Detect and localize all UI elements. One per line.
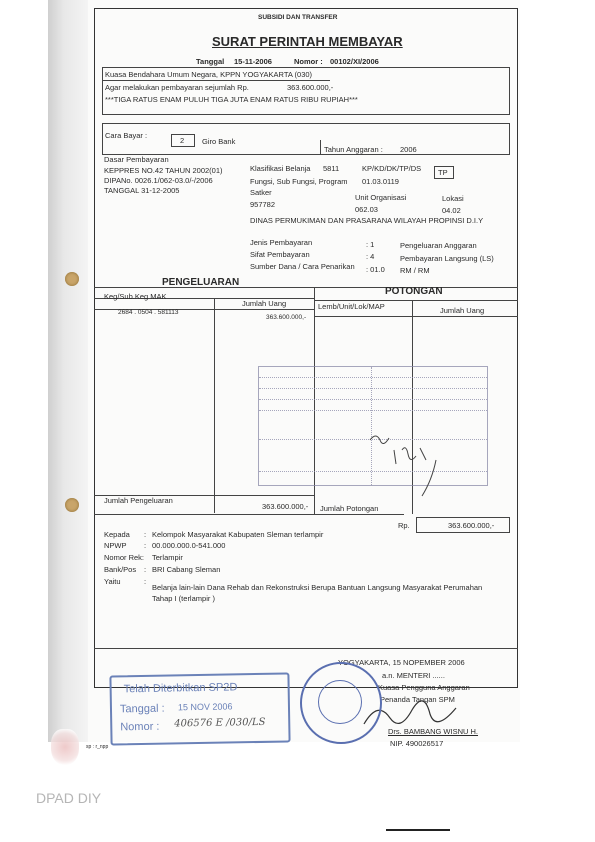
dinas-name: DINAS PERMUKIMAN DAN PRASARANA WILAYAH PROPINSI D.I.Y	[250, 216, 484, 225]
tanggal-value: 15-11-2006	[234, 57, 272, 66]
fungsi-label: Fungsi, Sub Fungsi, Program	[250, 177, 348, 186]
payment-amount: 363.600.000,-	[287, 83, 334, 92]
sp2d-stamp	[109, 672, 290, 745]
jenis-pembayaran-label: Jenis Pembayaran	[250, 238, 313, 247]
dasar-label: Dasar Pembayaran	[104, 155, 169, 164]
watermark-emblem-icon	[51, 729, 79, 765]
bank-label: Bank/Pos	[104, 565, 137, 574]
pengeluaran-title: PENGELUARAN	[162, 277, 240, 288]
sumber-dana-value: RM / RM	[400, 266, 430, 275]
cara-bayar-divider	[320, 140, 321, 155]
unit-organisasi-label: Unit Organisasi	[355, 193, 407, 202]
rekening-value: Terlampir	[152, 553, 183, 562]
lokasi-label: Lokasi	[442, 194, 464, 203]
kepada-label: Kepada	[104, 530, 130, 539]
table-row-amount: 363.600.000,-	[266, 314, 307, 321]
nomor-label: Nomor :	[294, 57, 323, 66]
sp2d-nomor-value: 406576 E /030/LS	[174, 716, 266, 730]
lokasi-value: 04.02	[442, 206, 461, 215]
net-amount-value: 363.600.000,-	[448, 521, 495, 530]
form-subtitle: SUBSIDI DAN TRANSFER	[258, 14, 338, 21]
sp2d-stamp-title: Telah Diterbitkan SP2D	[123, 681, 238, 696]
signature-an: a.n. MENTERI ......	[382, 671, 445, 680]
sifat-pembayaran-value: Pembayaran Langsung (LS)	[400, 254, 494, 263]
col-header-jumlah-potongan: Jumlah Uang	[440, 306, 485, 315]
kp-value: TP	[438, 168, 448, 177]
col-header-jumlah: Jumlah Uang	[242, 299, 287, 308]
cara-bayar-code: 2	[180, 136, 185, 145]
satker-label: Satker	[250, 188, 272, 197]
tahun-anggaran-label: Tahun Anggaran :	[324, 145, 383, 154]
sp2d-tanggal-value: 15 NOV 2006	[177, 701, 233, 713]
sumber-dana-code: : 01.0	[366, 265, 385, 274]
satker-value: 957782	[250, 200, 276, 209]
sp2d-tanggal-label: Tanggal :	[119, 702, 165, 716]
yaitu-line-2: Tahap I (terlampir )	[152, 594, 215, 603]
tanggal-label: Tanggal	[196, 57, 225, 66]
bottom-rule	[386, 829, 450, 831]
signature-name: Drs. BAMBANG WISNU H.	[388, 727, 479, 736]
total-pengeluaran-value: 363.600.000,-	[262, 502, 309, 511]
npwp-label: NPWP	[104, 541, 127, 550]
jenis-pembayaran-code: : 1	[366, 240, 375, 249]
watermark-text: DPAD DIY	[36, 790, 102, 806]
form-title: SURAT PERINTAH MEMBAYAR	[212, 34, 403, 49]
total-pengeluaran-label: Jumlah Pengeluaran	[104, 496, 173, 505]
fungsi-value: 01.03.0119	[362, 177, 399, 186]
jenis-pembayaran-value: Pengeluaran Anggaran	[400, 241, 477, 250]
sifat-pembayaran-code: : 4	[366, 252, 375, 261]
cara-bayar-method: Giro Bank	[202, 137, 236, 146]
official-seal-inner-icon	[318, 680, 362, 724]
dasar-line-3: TANGGAL 31-12-2005	[104, 186, 180, 195]
sp2d-nomor-label: Nomor :	[120, 720, 160, 734]
total-potongan-label: Jumlah Potongan	[320, 504, 379, 513]
punch-hole-bottom	[65, 498, 79, 512]
handwritten-initials-icon	[366, 430, 446, 500]
rekening-label: Nomor Rek:	[104, 553, 145, 562]
table-top-line	[94, 287, 518, 288]
signature-place-date: YOGYAKARTA, 15 NOPEMBER 2006	[338, 658, 465, 667]
table-row-code: 2684 . 0504 . 581113	[118, 309, 179, 316]
kepada-value: Kelompok Masyarakat Kabupaten Sleman terlampir	[152, 530, 324, 539]
cara-bayar-box	[102, 123, 510, 155]
kuasa-line: Kuasa Bendahara Umum Negara, KPPN YOGYAKARTA (030)	[105, 70, 313, 79]
col-header-lembaga: Lemb/Unit/Lok/MAP	[318, 302, 385, 311]
punch-hole-top	[65, 272, 79, 286]
yaitu-label: Yaitu	[104, 577, 121, 586]
potongan-title: POTONGAN	[385, 286, 443, 297]
col-header-keg: Keg/Sub.Keg MAK	[104, 292, 167, 301]
rp-label: Rp.	[398, 521, 410, 530]
footer-small-text: sp : r_npp	[86, 744, 109, 750]
kp-label: KP/KD/DK/TP/DS	[362, 164, 422, 173]
signature-nip: NIP. 490026517	[390, 739, 444, 748]
dasar-line-2: DIPANo. 0026.1/062-03.0/-/2006	[104, 176, 213, 185]
signature-role-2: Penanda Tangan SPM	[380, 695, 455, 704]
col-divider-1	[214, 298, 215, 513]
scan-left-strip	[48, 0, 88, 742]
unit-organisasi-value: 062.03	[355, 205, 378, 214]
tahun-anggaran-value: 2006	[400, 145, 417, 154]
bank-value: BRI Cabang Sleman	[152, 565, 221, 574]
cara-bayar-label: Cara Bayar :	[105, 131, 148, 140]
dasar-line-1: KEPPRES NO.42 TAHUN 2002(01)	[104, 166, 223, 175]
nomor-value: 00102/XI/2006	[330, 57, 379, 66]
yaitu-line-1: Belanja lain-lain Dana Rehab dan Rekonstruksi Berupa Bantuan Langsung Masyarakat Perumahan	[152, 583, 483, 592]
amount-in-words: ***TIGA RATUS ENAM PULUH TIGA JUTA ENAM RATUS RIBU RUPIAH***	[105, 95, 358, 104]
sifat-pembayaran-label: Sifat Pembayaran	[250, 250, 310, 259]
sumber-dana-label: Sumber Dana / Cara Penarikan	[250, 262, 355, 271]
kuasa-divider	[102, 80, 330, 81]
npwp-value: 00.000.000.0-541.000	[152, 541, 226, 550]
klasifikasi-belanja-label: Klasifikasi Belanja	[250, 164, 311, 173]
payment-instruction: Agar melakukan pembayaran sejumlah Rp.	[105, 83, 249, 92]
klasifikasi-belanja-value: 5811	[323, 164, 340, 173]
signature-role: Kuasa Pengguna Anggaran	[378, 683, 470, 692]
